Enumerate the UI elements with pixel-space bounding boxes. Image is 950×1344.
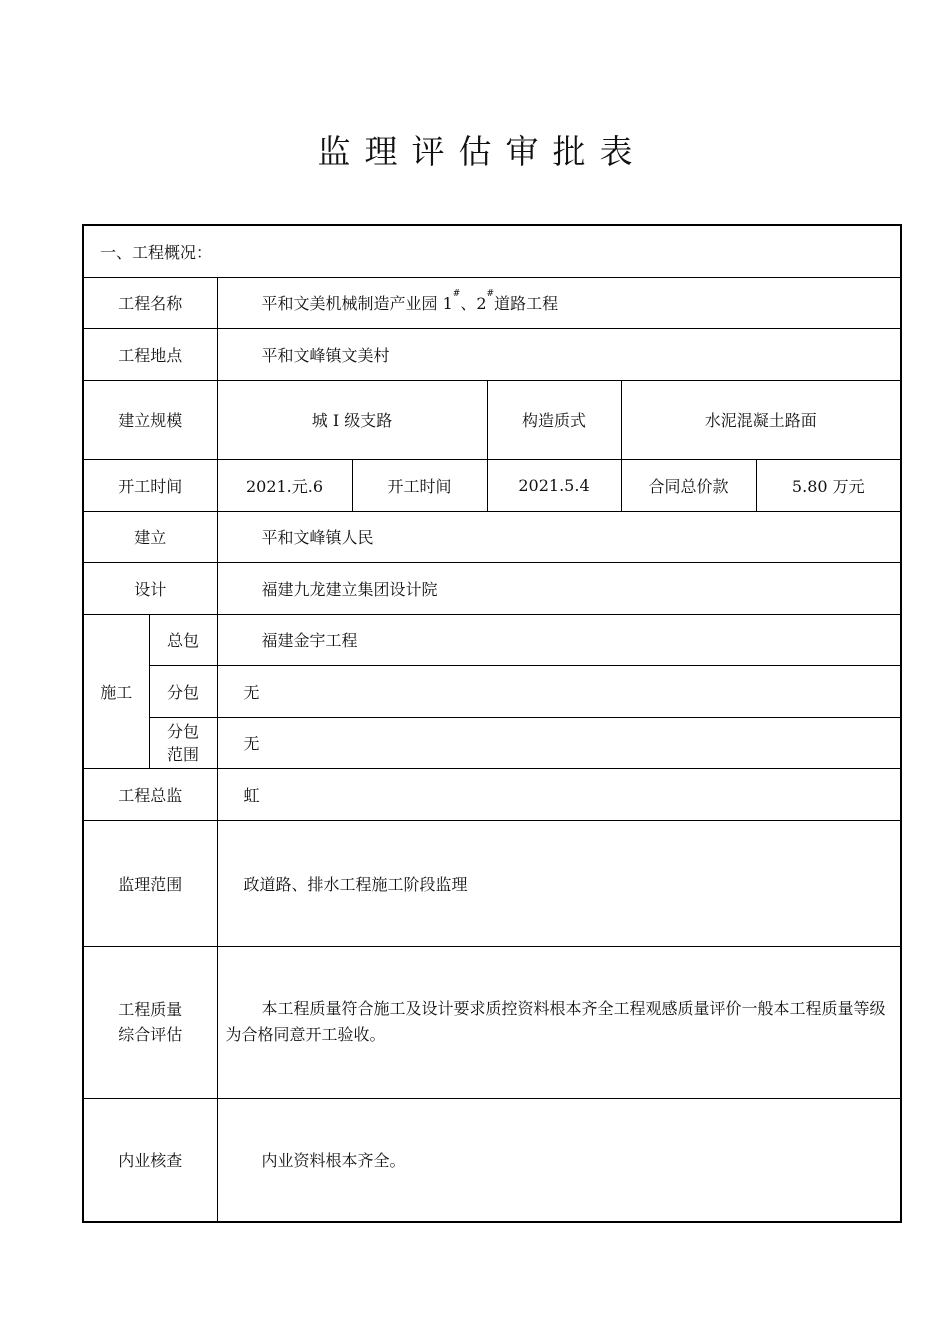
builder-label: 建立 [83,511,217,562]
scale-value: 城 I 级支路 [217,380,487,459]
quality-assessment-value: 本工程质量符合施工及设计要求质控资料根本齐全工程观感质量评价一般本工程质量等级为合格同意开工验收。 [217,946,901,1098]
scale-label: 建立规模 [83,380,217,459]
project-name-row [83,277,901,328]
subcontract-scope-value: 无 [217,717,901,768]
subcontractor-label: 分包 [149,665,217,717]
chief-supervisor-label: 工程总监 [83,768,217,820]
start-date2-label: 开工时间 [352,459,487,511]
general-contractor-value: 福建金宇工程 [217,614,901,665]
structure-value: 水泥混凝土路面 [621,380,901,459]
location-value: 平和文峰镇文美村 [217,328,901,380]
page-title: 监理评估审批表 [317,132,647,171]
supervision-scope-label: 监理范围 [83,820,217,946]
subcontractor-value: 无 [217,665,901,717]
quality-assessment-label: 工程质量 综合评估 [83,946,217,1098]
builder-value: 平和文峰镇人民 [217,511,901,562]
contract-price-value: 5.80 万元 [756,459,901,511]
section-overview-heading: 一、工程概况： [83,225,901,277]
design-label: 设计 [83,562,217,614]
design-row [83,562,901,614]
subcontract-scope-label: 分包 范围 [149,717,217,768]
section-header-row [83,225,901,277]
approval-form-table [82,224,902,1223]
chief-supervisor-value: 虹 [217,768,901,820]
subcontractor-row [83,665,901,717]
scale-row [83,380,901,459]
project-name-value: 平和文美机械制造产业园 1#、2#道路工程 [217,277,901,328]
start-date2-value: 2021.5.4 [487,459,621,511]
builder-row [83,511,901,562]
supervision-scope-row [83,820,901,946]
supervision-scope-value: 政道路、排水工程施工阶段监理 [217,820,901,946]
quality-assessment-row [83,946,901,1098]
internal-review-row [83,1098,901,1222]
contract-price-label: 合同总价款 [621,459,756,511]
structure-label: 构造质式 [487,380,621,459]
design-value: 福建九龙建立集团设计院 [217,562,901,614]
subcontract-scope-row [83,717,901,768]
chief-supervisor-row [83,768,901,820]
internal-review-label: 内业核查 [83,1098,217,1222]
project-name-label: 工程名称 [83,277,217,328]
start-date-value: 2021.元.6 [217,459,352,511]
location-label: 工程地点 [83,328,217,380]
dates-row [83,459,901,511]
start-date-label: 开工时间 [83,459,217,511]
construction-label: 施工 [83,614,149,768]
location-row [83,328,901,380]
internal-review-value: 内业资料根本齐全。 [217,1098,901,1222]
general-contractor-row [83,614,901,665]
general-contractor-label: 总包 [149,614,217,665]
